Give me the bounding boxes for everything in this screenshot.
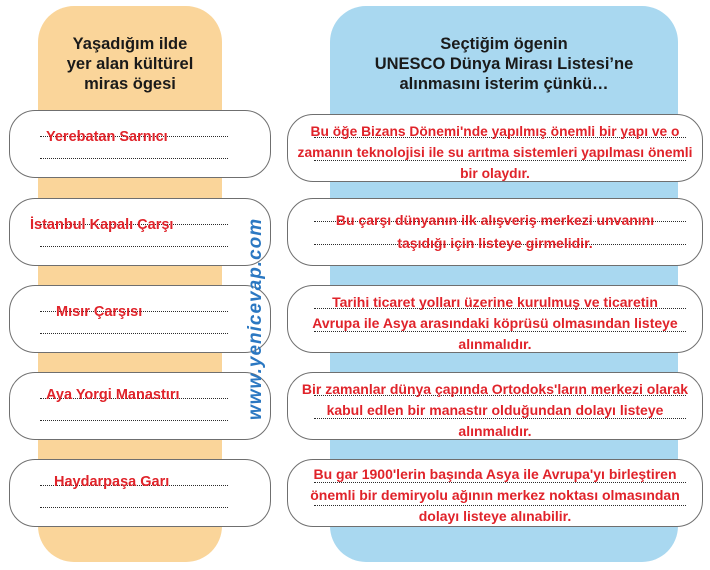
reason-box	[287, 459, 703, 527]
left-header-line: Yaşadığım ilde	[72, 35, 188, 53]
left-header-line: yer alan kültürel	[66, 55, 194, 73]
right-header-line: Seçtiğim ögenin	[440, 35, 568, 53]
left-column-header	[38, 34, 222, 94]
reason-text: Tarihi ticaret yolları üzerine kurulmuş ve ticaretin Avrupa ile Asya arasındaki köprüsü olmasından listeye alınmalıdır.	[312, 294, 678, 352]
reason-text: Bu öğe Bizans Dönemi'nde yapılmış önemli bir yapı ve o zamanın teknolojisi ile su arıtma sistemleri yapılması önemli bir olaydır.	[297, 124, 693, 181]
heritage-item-box	[9, 198, 271, 266]
heritage-item-text: Mısır Çarşısı	[56, 304, 143, 320]
answer-dotted-line	[40, 158, 228, 159]
heritage-item-text: Aya Yorgi Manastırı	[46, 387, 180, 403]
answer-dotted-line	[40, 333, 228, 334]
left-header-line: miras ögesi	[84, 75, 176, 93]
answer-dotted-line	[40, 246, 228, 247]
heritage-item-text: İstanbul Kapalı Çarşı	[30, 217, 174, 233]
right-header-line: UNESCO Dünya Mirası Listesi’ne	[374, 55, 634, 73]
heritage-item-box	[9, 372, 271, 440]
heritage-item-box	[9, 285, 271, 353]
reason-box	[287, 198, 703, 266]
heritage-item-box	[9, 110, 271, 178]
watermark-text: www.yenicevap.com	[245, 217, 266, 420]
reason-text: Bu gar 1900'lerin başında Asya ile Avrupa'yı birleştiren önemli bir demiryolu ağının merkez noktası olmasından dolayı listeye alınabilir.	[310, 466, 680, 524]
answer-dotted-line	[40, 507, 228, 508]
heritage-item-text: Yerebatan Sarnıcı	[46, 129, 168, 145]
answer-dotted-line	[40, 420, 228, 421]
right-column-header	[330, 34, 678, 94]
heritage-item-text: Haydarpaşa Garı	[54, 474, 170, 490]
reason-box	[287, 372, 703, 440]
reason-text: Bu çarşı dünyanın ilk alışveriş merkezi unvanını taşıdığı için listeye girmelidir.	[335, 212, 655, 251]
right-header-line: alınmasını isterim çünkü…	[399, 75, 609, 93]
reason-box	[287, 114, 703, 182]
reason-box	[287, 285, 703, 353]
heritage-item-box	[9, 459, 271, 527]
reason-text: Bir zamanlar dünya çapında Ortodoks'ların merkezi olarak kabul edlen bir manastır olduğundan dolayı listeye alınmalıdır.	[301, 381, 689, 439]
